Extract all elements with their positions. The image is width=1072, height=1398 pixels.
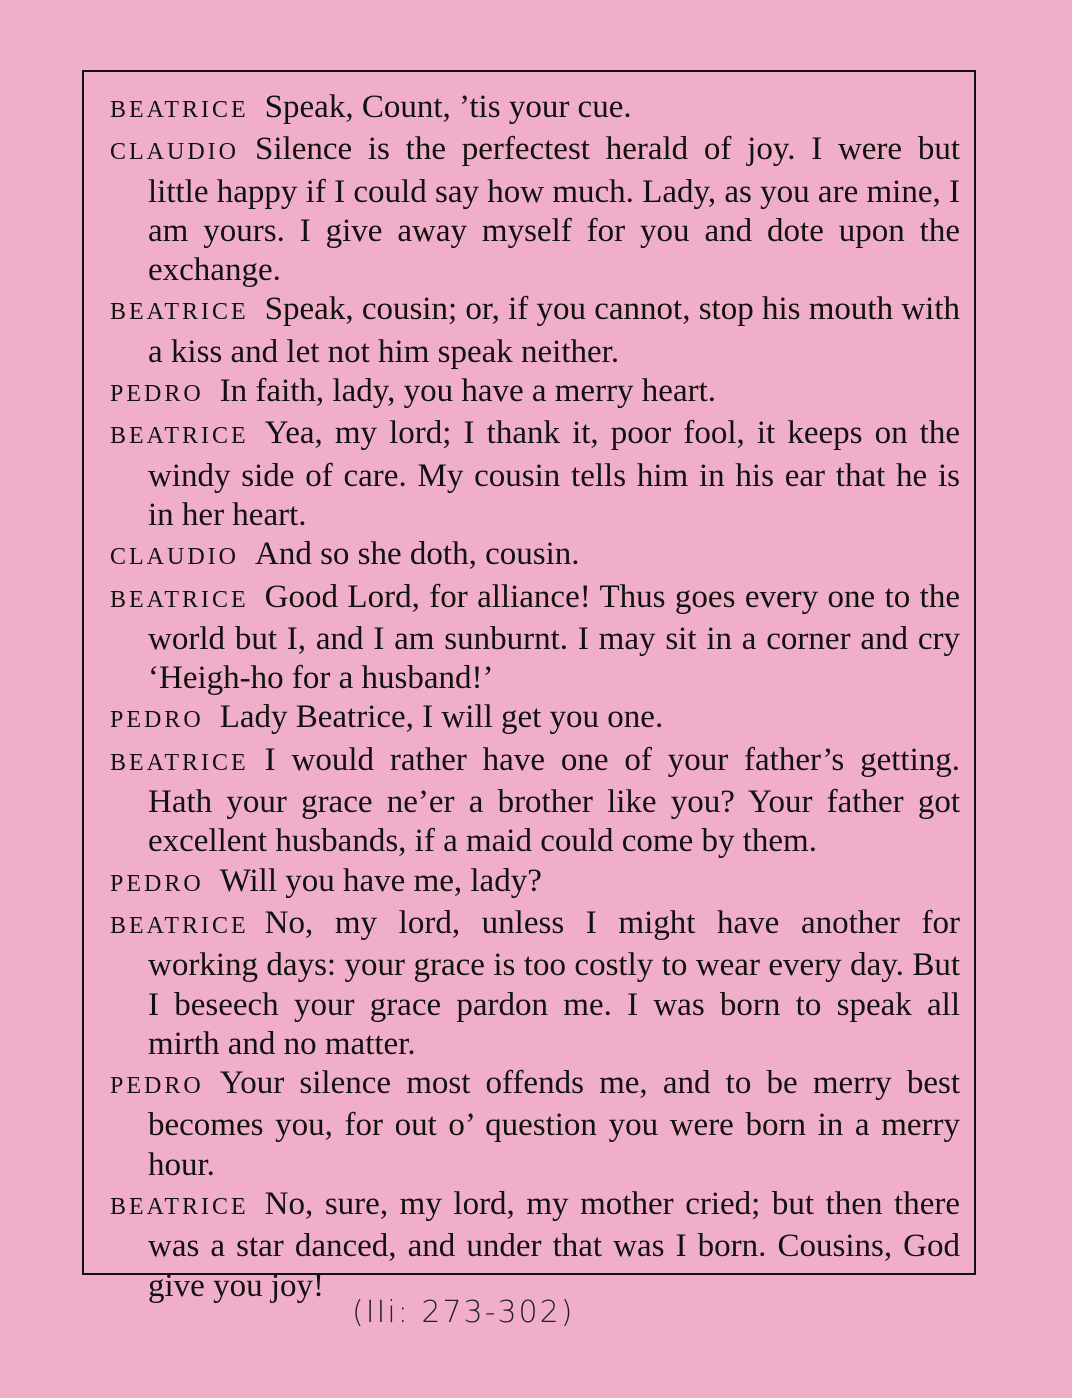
speaker-name: BEATRICE xyxy=(110,586,249,613)
speech-text: Speak, cousin; or, if you cannot, stop his mouth with a kiss and let not him speak neither. xyxy=(148,291,960,370)
speech-line xyxy=(110,535,960,577)
speaker-name: CLAUDIO xyxy=(110,139,239,166)
speech-text: Yea, my lord; I thank it, poor fool, it keeps on the windy side of care. My cousin tells him in his ear that he is in her heart. xyxy=(148,415,960,533)
speaker-name: BEATRICE xyxy=(110,97,249,123)
speech-text: In faith, lady, you have a merry heart. xyxy=(219,373,717,410)
speech-text: Silence is the perfectest herald of joy. I were but little happy if I could say how much. Lady, as you are mine, I am yours. I give away myself for you and dote upon the exchange. xyxy=(148,131,960,289)
speech-line xyxy=(110,130,960,290)
speech-line xyxy=(110,904,960,1064)
speech-line xyxy=(110,1064,960,1185)
text-frame xyxy=(82,70,976,1304)
speech-line xyxy=(110,578,960,699)
speaker-name: BEATRICE xyxy=(110,1194,249,1221)
speaker-name: BEATRICE xyxy=(110,912,249,939)
speech-text: Will you have me, lady? xyxy=(219,862,542,899)
speech-text: Speak, Count, ’tis your cue. xyxy=(264,89,632,125)
speech-text: Lady Beatrice, I will get you one. xyxy=(219,699,664,736)
speaker-name: PEDRO xyxy=(110,1073,204,1100)
speech-text: Good Lord, for alliance! Thus goes every one to the world but I, and I am sunburnt. I may sit in a corner and cry ‘Heigh-ho for a husband!’ xyxy=(148,578,960,697)
speech-text: No, sure, my lord, my mother cried; but then there was a star danced, and under that was I born. Cousins, God give you joy! xyxy=(148,1186,960,1304)
speech-line xyxy=(110,290,960,372)
speaker-name: CLAUDIO xyxy=(110,544,239,571)
speech-line xyxy=(110,372,960,414)
speaker-name: BEATRICE xyxy=(110,423,249,450)
speaker-name: PEDRO xyxy=(110,381,204,408)
speech-line xyxy=(110,1185,960,1306)
speaker-name: BEATRICE xyxy=(110,749,249,776)
speaker-name: PEDRO xyxy=(110,707,204,734)
speech-line xyxy=(110,698,960,740)
speaker-name: PEDRO xyxy=(110,870,204,897)
speech-line xyxy=(110,741,960,862)
speech-text: Your silence most offends me, and to be merry best becomes you, for out o’ question you were born in a merry hour. xyxy=(148,1065,960,1183)
speech-text: No, my lord, unless I might have another for working days: your grace is too costly to wear every day. But I beseech your grace pardon me. I was born to speak all mirth and no matter. xyxy=(148,904,960,1062)
speech-text: I would rather have one of your father’s getting. Hath your grace ne’er a brother like you? Your father got excellent husbands, if a maid could come by them. xyxy=(148,741,960,860)
speech-line xyxy=(110,88,960,130)
handwritten-citation: (IIi: 273-302) xyxy=(352,1295,575,1330)
speech-text: And so she doth, cousin. xyxy=(255,536,580,573)
speech-line xyxy=(110,414,960,535)
speech-line xyxy=(110,862,960,904)
speaker-name: BEATRICE xyxy=(110,299,249,326)
